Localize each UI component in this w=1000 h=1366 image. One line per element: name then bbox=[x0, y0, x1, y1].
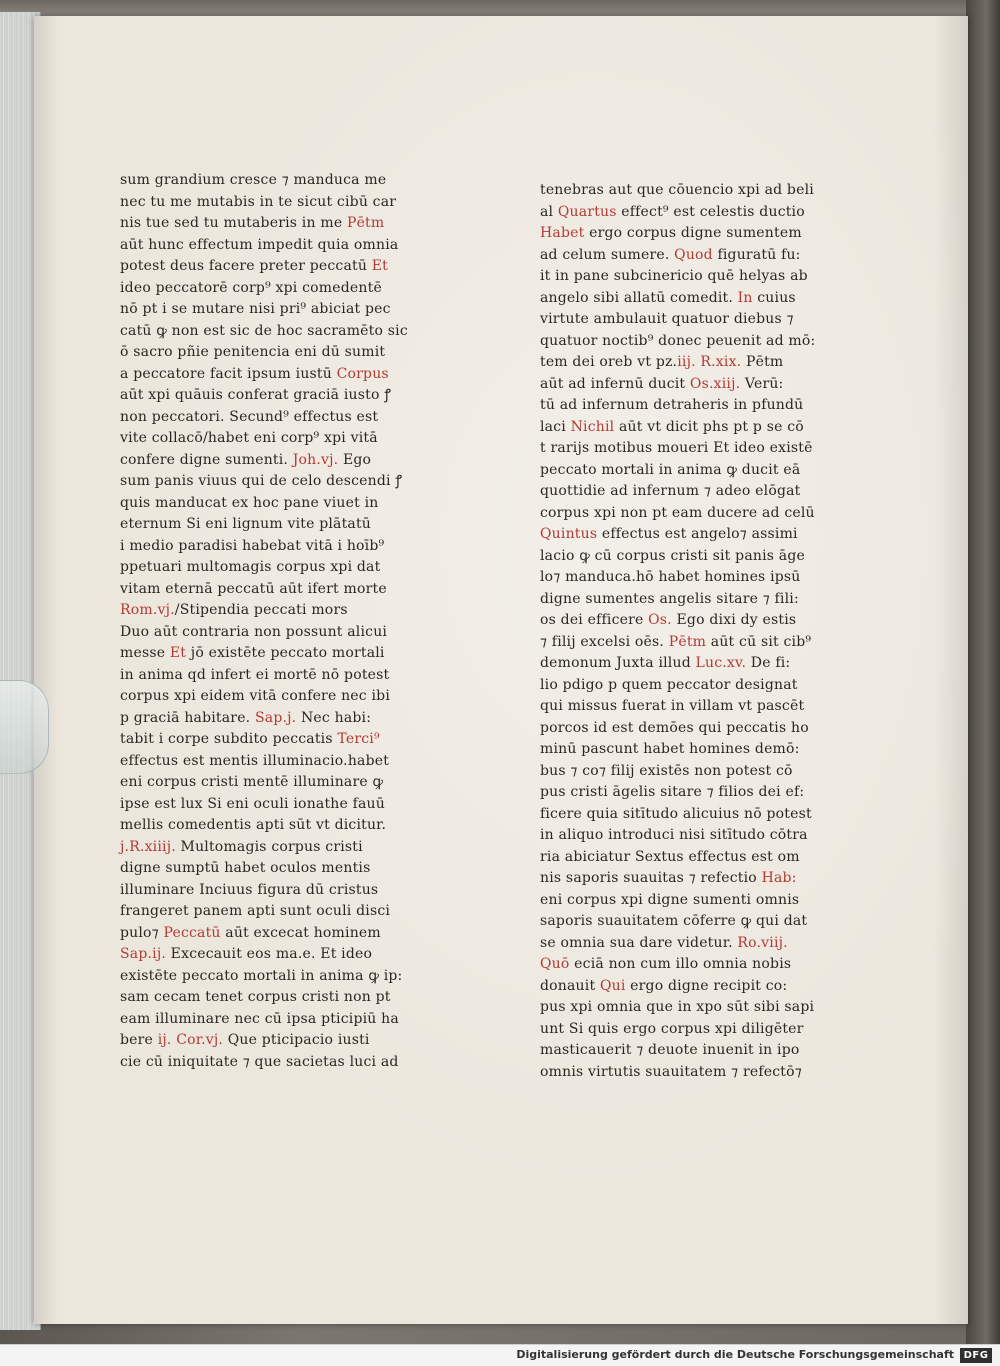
page-clip bbox=[0, 680, 49, 774]
rubric-word: iij. R.xix. bbox=[677, 354, 742, 370]
right-line: aūt ad infernū ducit Os.xiij. Verū: bbox=[540, 375, 784, 392]
rubric-word: Luc.xv. bbox=[695, 655, 747, 671]
left-line: j.R.xiiij. Multomagis corpus cristi bbox=[120, 838, 363, 855]
left-line: quis manducat ex hoc pane viuet in bbox=[120, 494, 379, 511]
left-line: ppetuari multomagis corpus xpi dat bbox=[120, 559, 381, 575]
right-line: pus xpi omnia que in xpo sūt sibi sapi bbox=[540, 999, 815, 1015]
left-line: messe Et jō existēte peccato mortali bbox=[120, 645, 385, 661]
right-line: minū pascunt habet homines demō: bbox=[540, 741, 800, 757]
left-line: ō sacro pñie penitencia eni dū sumit bbox=[120, 344, 386, 360]
dfg-logo: DFG bbox=[960, 1348, 992, 1363]
left-line: eni corpus cristi mentē illuminare ꝙ bbox=[120, 774, 384, 790]
right-line: Quō eciā non cum illo omnia nobis bbox=[540, 956, 792, 972]
funding-notice: Digitalisierung gefördert durch die Deutsche Forschungsgemeinschaft bbox=[516, 1348, 954, 1361]
left-line: tabit i corpe subdito peccatis Terci⁹ bbox=[120, 731, 380, 747]
rubric-word: Sap.ij. bbox=[120, 946, 167, 962]
right-line: ria abiciatur Sextus effectus est om bbox=[540, 848, 800, 865]
left-line: illuminare Inciuus figura dū cristus bbox=[120, 881, 379, 898]
right-line: eni corpus xpi digne sumenti omnis bbox=[540, 891, 800, 908]
left-line: ideo peccatorē corp⁹ xpi comedentē bbox=[120, 279, 382, 296]
rubric-word: Hab: bbox=[761, 870, 797, 886]
right-line: ⁊ filij excelsi oēs. Pētm aūt cū sit cib⁹ bbox=[540, 633, 812, 650]
left-line: digne sumptū habet oculos mentis bbox=[120, 860, 371, 876]
left-line: in anima qd infert ei mortē nō potest bbox=[120, 666, 390, 683]
rubric-word: Pētm bbox=[346, 215, 385, 231]
right-line: tem dei oreb vt pz.iij. R.xix. Pētm bbox=[540, 354, 784, 370]
left-line: nis tue sed tu mutaberis in me Pētm bbox=[120, 215, 385, 231]
left-line: eternum Si eni lignum vite plātatū bbox=[120, 516, 372, 532]
right-line: Habet ergo corpus digne sumentem bbox=[540, 225, 802, 241]
right-line: bus ⁊ co⁊ filij existēs non potest cō bbox=[540, 762, 793, 779]
rubric-word: Joh.vj. bbox=[292, 451, 339, 468]
right-line: os dei efficere Os. Ego dixi dy estis bbox=[540, 612, 797, 628]
rubric-word: Corpus bbox=[336, 365, 389, 382]
right-line: lio pdigo p quem peccator designat bbox=[540, 676, 798, 693]
right-line: al Quartus effect⁹ est celestis ductio bbox=[540, 203, 805, 220]
right-line: corpus xpi non pt eam ducere ad celū bbox=[540, 504, 815, 521]
left-line: cie cū iniquitate ⁊ que sacietas luci ad bbox=[120, 1053, 399, 1070]
left-line: Sap.ij. Excecauit eos ma.e. Et ideo bbox=[120, 946, 373, 962]
left-line: eam illuminare nec cū ipsa pticipiū ha bbox=[120, 1010, 399, 1027]
rubric-word: Quintus bbox=[540, 526, 598, 542]
right-line: ficere quia sitītudo alicuius nō potest bbox=[540, 805, 812, 822]
right-line: it in pane subcinericio quē helyas ab bbox=[540, 268, 808, 284]
left-line: frangeret panem apti sunt oculi disci bbox=[120, 903, 391, 919]
right-line: saporis suauitatem cōferre ꝙ qui dat bbox=[540, 913, 808, 929]
left-line: ipse est lux Si eni oculi ionathe fauū bbox=[120, 795, 385, 812]
left-line: confere digne sumenti. Joh.vj. Ego bbox=[120, 451, 372, 468]
left-line: Duo aūt contraria non possunt alicui bbox=[120, 623, 388, 640]
left-line: sum panis viuus qui de celo descendi ꝭ bbox=[120, 473, 403, 489]
right-line: peccato mortali in anima ꝙ ducit eā bbox=[540, 461, 801, 478]
left-line: pulo⁊ Peccatū aūt excecat hominem bbox=[120, 924, 381, 941]
rubric-word: Qui bbox=[599, 977, 626, 994]
right-line: digne sumentes angelis sitare ⁊ fili: bbox=[540, 590, 799, 607]
rubric-word: ij. Cor.vj. bbox=[157, 1032, 224, 1048]
rubric-word: Nichil bbox=[570, 418, 615, 435]
rubric-word: Sap.j. bbox=[254, 709, 297, 726]
right-line: lacio ꝙ cū corpus cristi sit panis āge bbox=[540, 547, 805, 564]
book-right-edge bbox=[966, 0, 1000, 1344]
left-line: sam cecam tenet corpus cristi non pt bbox=[120, 989, 391, 1005]
left-line: effectus est mentis illuminacio.habet bbox=[120, 752, 390, 769]
left-line: existēte peccato mortali in anima ꝙ ip: bbox=[120, 967, 403, 984]
rubric-word: Ro.viij. bbox=[737, 934, 788, 951]
rubric-word: In bbox=[737, 289, 753, 306]
rubric-word: Quartus bbox=[557, 203, 617, 220]
right-line: tenebras aut que cōuencio xpi ad beli bbox=[540, 182, 814, 198]
left-line: corpus xpi eidem vitā confere nec ibi bbox=[120, 688, 390, 704]
right-line: unt Si quis ergo corpus xpi diligēter bbox=[540, 1020, 804, 1037]
left-line: aūt xpi quāuis conferat graciā iusto ꝭ bbox=[120, 387, 392, 403]
rubric-word: Peccatū bbox=[163, 924, 221, 941]
left-line: Rom.vj./Stipendia peccati mors bbox=[120, 602, 348, 618]
right-line: omnis virtutis suauitatem ⁊ refectō⁊ bbox=[540, 1063, 802, 1080]
right-line: pus cristi āgelis sitare ⁊ filios dei ef: bbox=[540, 784, 805, 800]
left-line: aūt hunc effectum impedit quia omnia bbox=[120, 236, 399, 253]
rubric-word: Rom.vj. bbox=[120, 602, 175, 618]
left-line: sum grandium cresce ⁊ manduca me bbox=[120, 172, 387, 188]
left-line: nec tu me mutabis in te sicut cibū car bbox=[120, 193, 397, 210]
left-line: p graciā habitare. Sap.j. Nec habi: bbox=[120, 709, 372, 726]
right-line: virtute ambulauit quatuor diebus ⁊ bbox=[540, 311, 794, 327]
left-line: vite collacō/habet eni corp⁹ xpi vitā bbox=[120, 430, 378, 446]
right-line: ad celum sumere. Quod figuratū fu: bbox=[540, 246, 801, 263]
right-line: porcos id est demōes qui peccatis ho bbox=[540, 719, 809, 736]
rubric-word: Pētm bbox=[668, 633, 707, 650]
rubric-word: Os.xiij. bbox=[689, 375, 741, 392]
left-line: a peccatore facit ipsum iustū Corpus bbox=[120, 365, 389, 382]
right-line: demonum Juxta illud Luc.xv. De fi: bbox=[540, 655, 791, 671]
left-line: catū ꝙ non est sic de hoc sacramēto sic bbox=[120, 322, 408, 339]
rubric-word: Et bbox=[169, 645, 187, 661]
right-line: qui missus fuerat in villam vt pascēt bbox=[540, 698, 805, 714]
right-line: quottidie ad infernum ⁊ adeo elōgat bbox=[540, 483, 801, 499]
right-line: quatuor noctib⁹ donec peuenit ad mō: bbox=[540, 332, 816, 349]
left-text-column bbox=[120, 170, 460, 1073]
rubric-word: Habet bbox=[540, 225, 585, 241]
rubric-word: Quō bbox=[540, 956, 570, 972]
left-line: vitam eternā peccatū aūt ifert morte bbox=[120, 580, 387, 597]
footer-bar bbox=[0, 1344, 1000, 1366]
right-line: angelo sibi allatū comedit. In cuius bbox=[540, 289, 796, 306]
right-line: laci Nichil aūt vt dicit phs pt p se cō bbox=[540, 418, 804, 435]
right-line: se omnia sua dare videtur. Ro.viij. bbox=[540, 934, 788, 951]
right-line: nis saporis suauitas ⁊ refectio Hab: bbox=[540, 870, 797, 886]
rubric-word: j.R.xiiij. bbox=[120, 838, 176, 855]
right-line: masticauerit ⁊ deuote inuenit in ipo bbox=[540, 1042, 800, 1058]
right-line: Quintus effectus est angelo⁊ assimi bbox=[540, 526, 798, 542]
rubric-word: Quod bbox=[674, 246, 713, 263]
left-line: mellis comedentis apti sūt vt dicitur. bbox=[120, 817, 387, 833]
right-line: donauit Qui ergo digne recipit co: bbox=[540, 977, 788, 994]
left-line: nō pt i se mutare nisi pri⁹ abiciat pec bbox=[120, 301, 391, 317]
left-line: bere ij. Cor.vj. Que pticipacio iusti bbox=[120, 1032, 370, 1048]
left-line: potest deus facere preter peccatū Et bbox=[120, 258, 388, 274]
left-line: i medio paradisi habebat vitā i hoīb⁹ bbox=[120, 537, 385, 554]
right-line: tū ad infernum detraheris in pfundū bbox=[540, 397, 804, 413]
right-line: in aliquo introduci nisi sitītudo cōtra bbox=[540, 827, 808, 843]
rubric-word: Terci⁹ bbox=[337, 731, 380, 747]
rubric-word: Os. bbox=[648, 612, 672, 628]
right-text-column bbox=[540, 180, 860, 1083]
right-line: t rarijs motibus moueri Et ideo existē bbox=[540, 440, 813, 456]
left-line: non peccatori. Secund⁹ effectus est bbox=[120, 408, 379, 425]
right-line: lo⁊ manduca.hō habet homines ipsū bbox=[540, 569, 801, 585]
rubric-word: Et bbox=[371, 258, 388, 274]
book-top-edge bbox=[0, 0, 1000, 16]
